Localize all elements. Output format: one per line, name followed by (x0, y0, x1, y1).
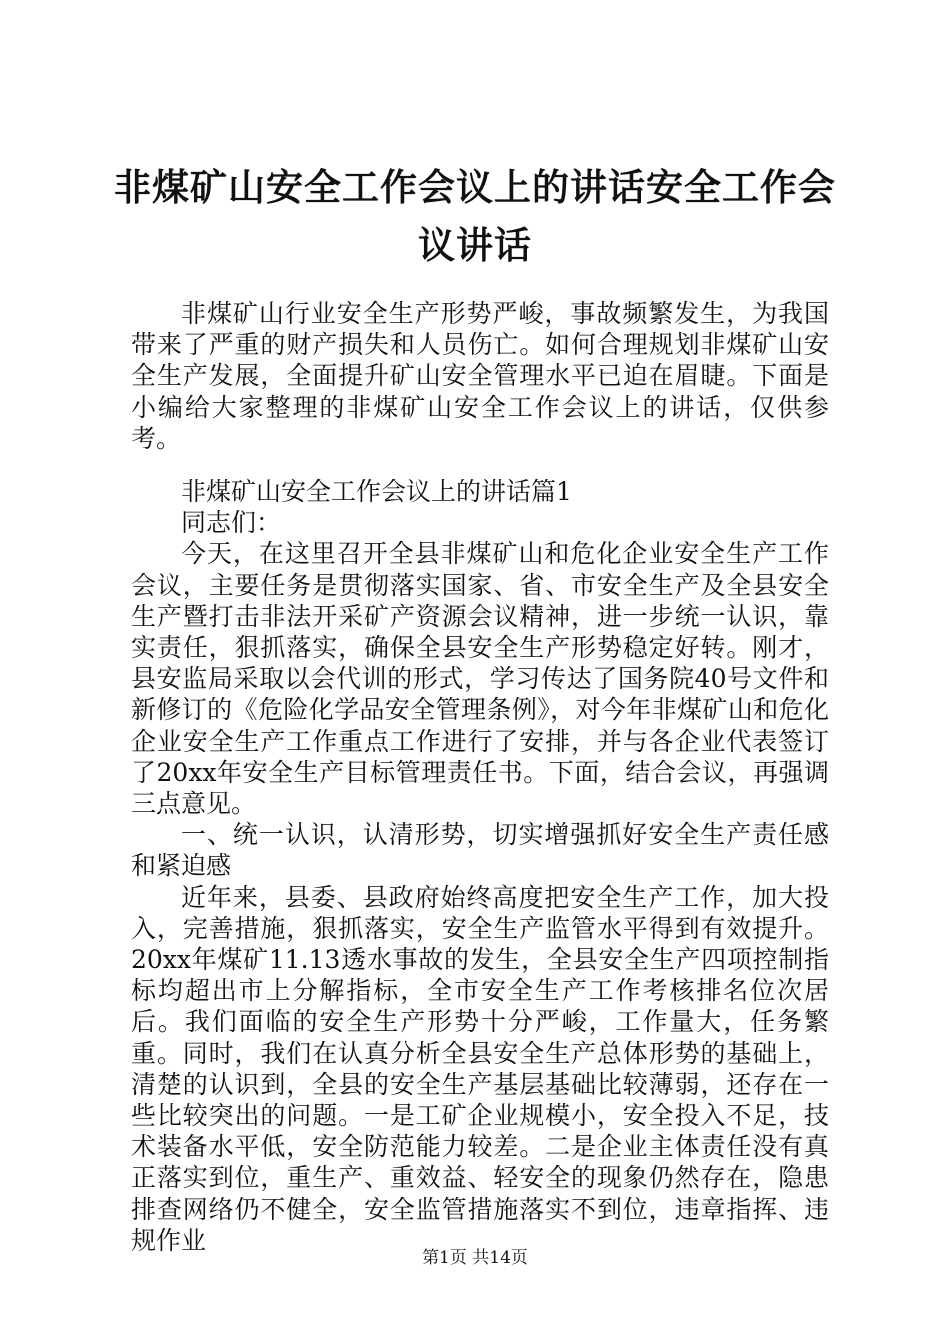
intro-paragraph: 非煤矿山行业安全生产形势严峻，事故频繁发生，为我国带来了严重的财产损失和人员伤亡。如何合理规划非煤矿山安全生产发展，全面提升矿山安全管理水平已迫在眉睫。下面是小编给大家整理的非煤矿山安全工作会议上的讲话，仅供参考。 (131, 299, 829, 453)
body-paragraph: 近年来，县委、县政府始终高度把安全生产工作，加大投入，完善措施，狠抓落实，安全生产监管水平得到有效提升。20xx年煤矿11.13透水事故的发生，全县安全生产四项控制指标均超出市上分解指标，全市安全生产工作考核排名位次居后。我们面临的安全生产形势十分严峻，工作量大，任务繁重。同时，我们在认真分析全县安全生产总体形势的基础上，清楚的认识到，全县的安全生产基层基础比较薄弱，还存在一些比较突出的问题。一是工矿企业规模小，安全投入不足，技术装备水平低，安全防范能力较差。二是企业主体责任没有真正落实到位，重生产、重效益、轻安全的现象仍然存在，隐患排查网络仍不健全，安全监管措施落实不到位，违章指挥、违规作业 (131, 882, 829, 1255)
document-body (131, 298, 829, 1256)
section-heading: 非煤矿山安全工作会议上的讲话篇1 (181, 477, 572, 507)
page-footer: 第1页 共14页 (422, 1248, 528, 1268)
salutation: 同志们： (181, 508, 282, 538)
subheading: 一、统一认识，认清形势，切实增强抓好安全生产责任感和紧迫感 (131, 820, 829, 881)
document-title: 非煤矿山安全工作会议上的讲话安全工作会议讲话 (114, 165, 836, 267)
body-paragraph: 今天，在这里召开全县非煤矿山和危化企业安全生产工作会议，主要任务是贯彻落实国家、省、市安全生产及全县安全生产暨打击非法开采矿产资源会议精神，进一步统一认识，靠实责任，狠抓落实，确保全县安全生产形势稳定好转。刚才，县安监局采取以会代训的形式，学习传达了国务院40号文件和新修订的《危险化学品安全管理条例》，对今年非煤矿山和危化企业安全生产工作重点工作进行了安排，并与各企业代表签订了20xx年安全生产目标管理责任书。下面，结合会议，再强调三点意见。 (131, 539, 829, 819)
